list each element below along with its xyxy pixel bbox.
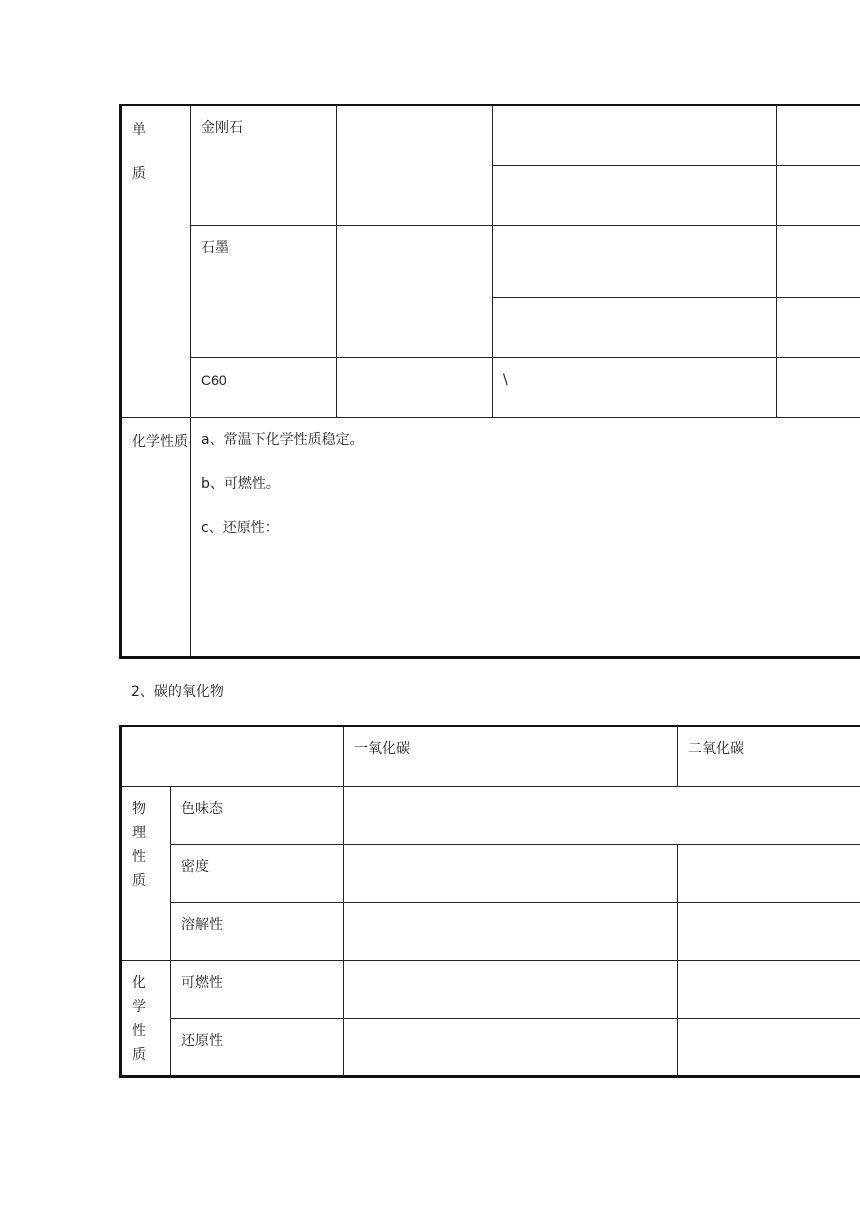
blank-cell (344, 844, 678, 902)
prop-color-odor-state: 色味态 (171, 786, 344, 844)
blank-cell (493, 225, 777, 297)
blank-cell (493, 165, 777, 225)
chemical-property-group: 化 学 性 质 (121, 960, 171, 1076)
blank-cell (777, 225, 860, 297)
header-carbon-monoxide: 一氧化碳 (344, 726, 678, 786)
section-title-carbon-oxides: 2、碳的氧化物 (131, 684, 224, 700)
category-char: 质 (132, 166, 146, 182)
blank-cell (337, 105, 493, 225)
blank-cell (337, 225, 493, 357)
row-name-graphite: 石墨 (191, 225, 337, 357)
chemical-property-category: 化学性质 (121, 417, 191, 657)
blank-cell (777, 297, 860, 357)
blank-cell (777, 165, 860, 225)
chemical-line-reducibility: c、还原性： (201, 519, 279, 536)
prop-combustibility: 可燃性 (171, 960, 344, 1018)
blank-cell (678, 844, 860, 902)
blank-cell (678, 1018, 860, 1076)
prop-reducibility: 还原性 (171, 1018, 344, 1076)
blank-cell (344, 1018, 678, 1076)
blank-cell (337, 357, 493, 417)
physical-property-group: 物 理 性 质 (121, 786, 171, 960)
header-blank (121, 726, 344, 786)
blank-cell (493, 297, 777, 357)
blank-cell (344, 902, 678, 960)
prop-density: 密度 (171, 844, 344, 902)
row-name-c60: C60 (191, 357, 337, 417)
blank-cell (678, 960, 860, 1018)
carbon-oxides-table (119, 725, 860, 1078)
chemical-property-content (191, 417, 860, 657)
chemical-line-stability: a、常温下化学性质稳定。 (201, 431, 364, 448)
carbon-allotropes-table (119, 104, 860, 659)
blank-cell (344, 960, 678, 1018)
prop-solubility: 溶解性 (171, 902, 344, 960)
blank-cell (678, 902, 860, 960)
blank-cell (344, 786, 860, 844)
blank-cell (777, 105, 860, 165)
header-carbon-dioxide: 二氧化碳 (678, 726, 860, 786)
row-name-diamond: 金刚石 (191, 105, 337, 225)
blank-cell (777, 357, 860, 417)
simple-substance-category (121, 105, 191, 417)
chemical-line-combustibility: b、可燃性。 (201, 475, 280, 492)
c60-mark-cell: \ (493, 357, 777, 417)
blank-cell (493, 105, 777, 165)
category-char: 单 (132, 122, 146, 138)
